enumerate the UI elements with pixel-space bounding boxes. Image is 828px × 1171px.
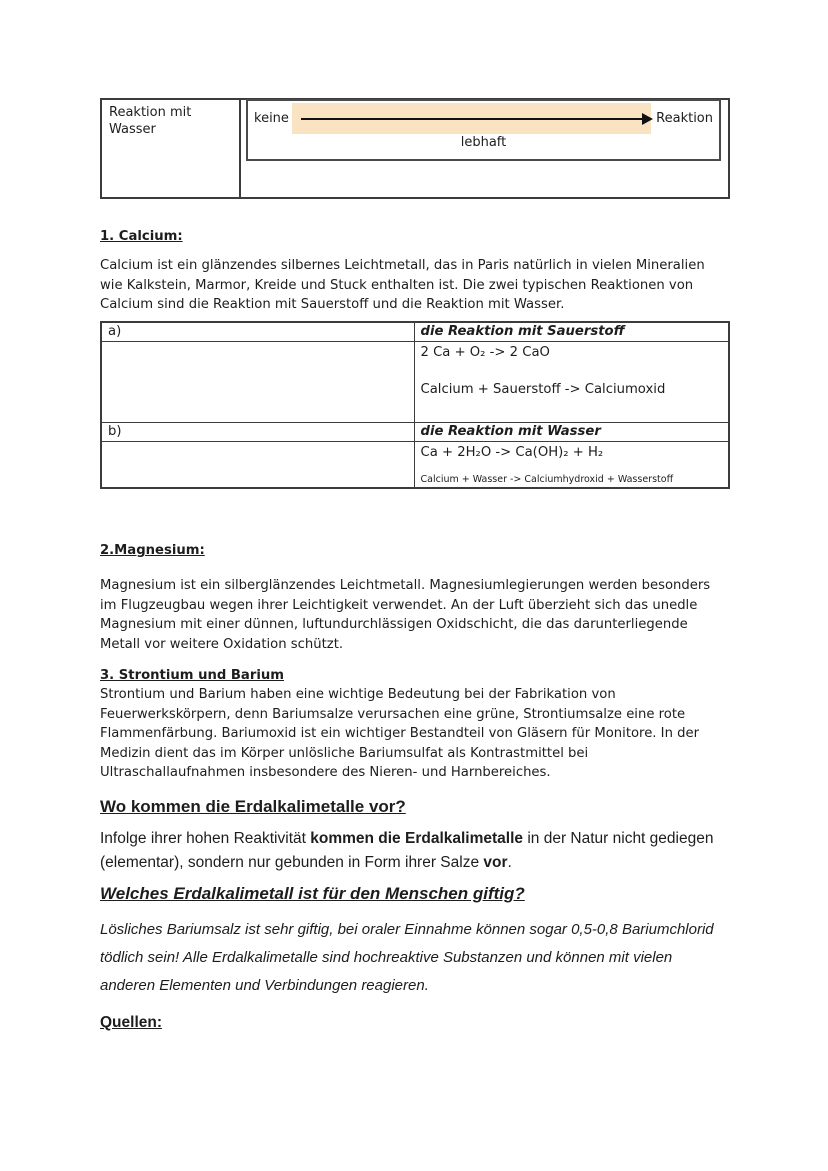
document-content — [100, 0, 730, 1032]
occurrence-paragraph — [100, 827, 726, 875]
reaction-scale-row — [254, 103, 713, 134]
occurrence-text-bold1: kommen die Erdalkalimetalle — [310, 829, 524, 847]
magnesium-paragraph: Magnesium ist ein silberglänzendes Leichtmetall. Magnesiumlegierungen werden besonders im Flugzeugbau wegen ihrer Leichtigkeit verwendet. An der Luft überzieht sich das unedle Magnesium mit einer dünnen, luftundurchlässigen Oxidschicht, die das darunterliegende Metall vor weitere Oxidation schützt. — [100, 578, 711, 652]
calcium-reactions-table — [100, 321, 730, 490]
water-reaction-table — [100, 98, 730, 199]
water-reaction-scale-cell — [241, 100, 728, 197]
reaction-intensity-highlight — [292, 103, 651, 134]
occurrence-text-part2: in der Natur nicht gediegen (elementar), sondern nur gebunden in Form ihrer Salze — [100, 829, 714, 871]
row-b-empty-cell — [101, 441, 414, 488]
row-b-title: die Reaktion mit Wasser — [414, 422, 729, 441]
occurrence-text-part3: . — [507, 853, 512, 871]
table-row — [101, 322, 729, 342]
row-b-content-cell — [414, 441, 729, 488]
row-a-title: die Reaktion mit Sauerstoff — [414, 322, 729, 342]
water-reaction-word-equation: Calcium + Wasser -> Calciumhydroxid + Wasserstoff — [420, 473, 674, 485]
table-row — [101, 441, 729, 488]
strontium-barium-paragraph: Strontium und Barium haben eine wichtige Bedeutung bei der Fabrikation von Feuerwerkskörpern, denn Bariumsalze verursachen eine grüne, Strontiumsalze eine rote Flammenfärbung. Bariumoxid ist ein wichtiger Bestandteil von Gläsern für Monitore. In der Medizin dient das im Körper unlösliche Bariumsulfat als Kontrastmittel bei Ultraschallaufnahmen insbesondere des Nieren- und Harnbereiches. — [100, 687, 700, 780]
occurrence-heading: Wo kommen die Erdalkalimetalle vor? — [100, 796, 406, 816]
toxicity-paragraph: Lösliches Bariumsalz ist sehr giftig, bei oraler Einnahme können sogar 0,5-0,8 Bariumchlorid tödlich sein! Alle Erdalkalimetalle sind hochreaktive Substanzen und können mit vielen anderen Elementen und Verbindungen reagieren. — [100, 920, 714, 994]
strontium-barium-heading: 3. Strontium und Barium — [100, 668, 284, 683]
occurrence-text-part1: Infolge ihrer hohen Reaktivität — [100, 829, 311, 847]
water-reaction-formula: Ca + 2H₂O -> Ca(OH)₂ + H₂ — [420, 444, 604, 460]
scale-right-label: Reaktion — [656, 111, 713, 126]
calcium-heading: 1. Calcium: — [100, 229, 183, 244]
oxygen-reaction-word-equation: Calcium + Sauerstoff -> Calciumoxid — [420, 381, 666, 397]
row-b-label: b) — [101, 422, 414, 441]
row-a-label: a) — [101, 322, 414, 342]
scale-left-label: keine — [254, 111, 289, 126]
right-arrow-icon — [301, 118, 643, 120]
table-row — [101, 341, 729, 422]
scale-bottom-label: lebhaft — [460, 135, 507, 150]
reaction-scale-box — [246, 99, 721, 161]
table-row — [101, 422, 729, 441]
toxicity-heading: Welches Erdalkalimetall ist für den Menschen giftig? — [100, 883, 525, 903]
water-reaction-row-label: Reaktion mit Wasser — [102, 100, 241, 197]
calcium-paragraph: Calcium ist ein glänzendes silbernes Leichtmetall, das in Paris natürlich in vielen Mineralien wie Kalkstein, Marmor, Kreide und Stuck enthalten ist. Die zwei typischen Reaktionen von Calcium sind die Reaktion mit Sauerstoff und die Reaktion mit Wasser. — [100, 258, 705, 312]
row-a-content-cell — [414, 341, 729, 422]
sources-heading: Quellen: — [100, 1013, 163, 1031]
oxygen-reaction-formula: 2 Ca + O₂ -> 2 CaO — [420, 344, 550, 360]
occurrence-text-bold2: vor — [483, 853, 508, 871]
row-a-empty-cell — [101, 341, 414, 422]
magnesium-heading: 2.Magnesium: — [100, 543, 205, 558]
